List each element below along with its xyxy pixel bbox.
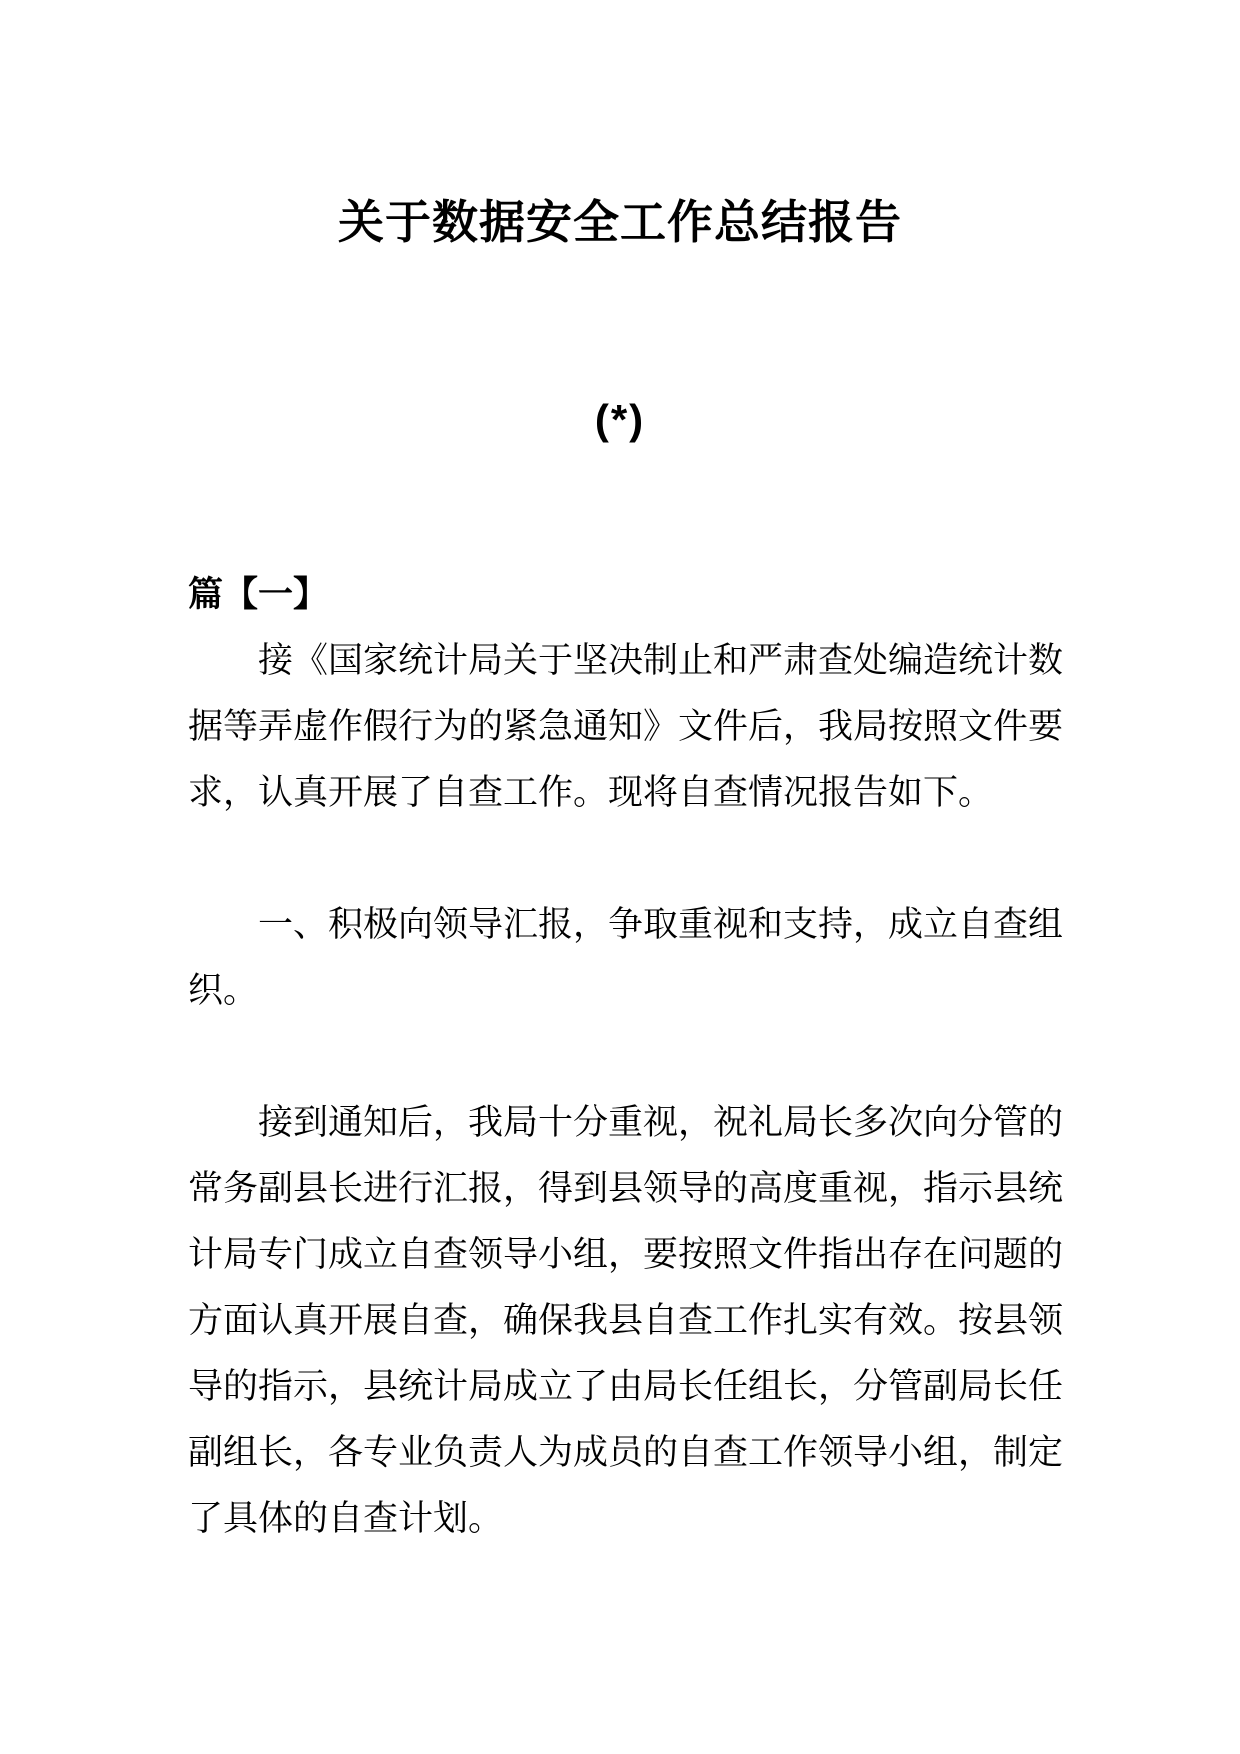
text-line: 导的指示，县统计局成立了由局长任组长，分管副局长任 xyxy=(188,1367,1064,1406)
text-line: 求，认真开展了自查工作。现将自查情况报告如下。 xyxy=(188,773,994,812)
subtitle-asterisk-mark: (*) xyxy=(594,396,646,443)
paragraph-1 xyxy=(188,628,1064,826)
section-heading: 篇【一】 xyxy=(188,575,329,614)
text-line: 一、积极向领导汇报，争取重视和支持，成立自查组 xyxy=(258,905,1064,944)
text-line: 接到通知后，我局十分重视，祝礼局长多次向分管的 xyxy=(258,1103,1064,1142)
text-line: 常务副县长进行汇报，得到县领导的高度重视，指示县统 xyxy=(188,1169,1064,1208)
text-line: 方面认真开展自查，确保我县自查工作扎实有效。按县领 xyxy=(188,1301,1064,1340)
text-line: 副组长，各专业负责人为成员的自查工作领导小组，制定 xyxy=(188,1433,1064,1472)
document-title: 关于数据安全工作总结报告 xyxy=(338,196,902,248)
text-line: 接《国家统计局关于坚决制止和严肃查处编造统计数 xyxy=(258,641,1064,680)
document-content xyxy=(188,0,1064,1552)
paragraph-2 xyxy=(188,892,1064,1024)
text-line: 据等弄虚作假行为的紧急通知》文件后，我局按照文件要 xyxy=(188,707,1064,746)
text-line: 了具体的自查计划。 xyxy=(188,1499,504,1538)
paragraph-3 xyxy=(188,1090,1064,1552)
text-line: 计局专门成立自查领导小组，要按照文件指出存在问题的 xyxy=(188,1235,1064,1274)
document-body xyxy=(188,562,1064,1552)
text-line: 织。 xyxy=(188,971,259,1010)
